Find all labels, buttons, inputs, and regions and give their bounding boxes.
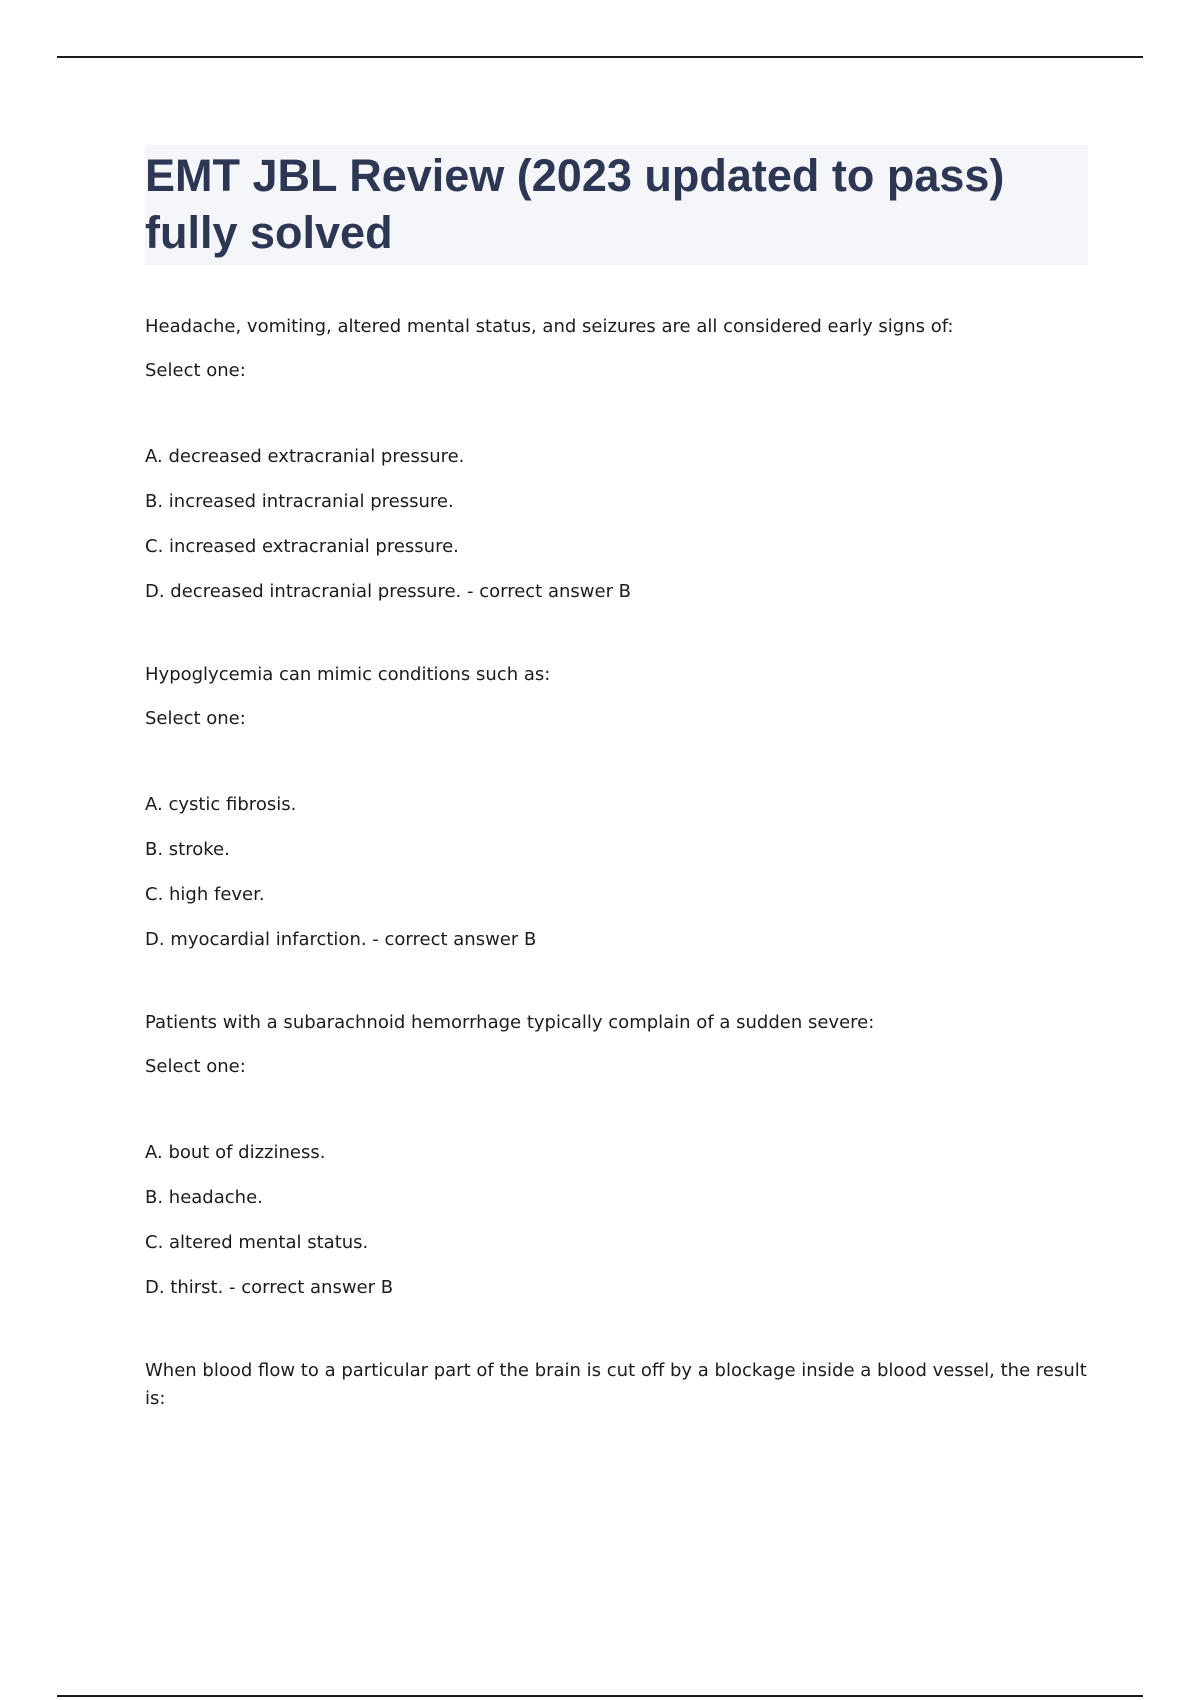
question-text: When blood flow to a particular part of the brain is cut off by a blockage inside a blood vessel, the result is:	[145, 1360, 1087, 1409]
answer-option: D. decreased intracranial pressure. - correct answer B	[145, 581, 632, 602]
answer-option: D. thirst. - correct answer B	[145, 1277, 394, 1298]
answer-options	[145, 791, 1088, 954]
top-rule	[57, 56, 1143, 58]
question-1	[145, 313, 1088, 606]
answer-option: A. decreased extracranial pressure.	[145, 446, 465, 467]
answer-option: B. headache.	[145, 1187, 263, 1208]
answer-option: C. increased extracranial pressure.	[145, 536, 459, 557]
answer-option: A. bout of dizziness.	[145, 1142, 326, 1163]
answer-option: C. altered mental status.	[145, 1232, 369, 1253]
title-banner	[145, 145, 1088, 265]
question-text: Headache, vomiting, altered mental status, and seizures are all considered early signs of:	[145, 316, 954, 337]
question-3	[145, 1009, 1088, 1302]
question-2	[145, 661, 1088, 954]
answer-option: B. stroke.	[145, 839, 230, 860]
question-list	[145, 313, 1088, 1413]
document-page	[145, 145, 1088, 1413]
question-text: Patients with a subarachnoid hemorrhage typically complain of a sudden severe:	[145, 1012, 875, 1033]
answer-option: A. cystic fibrosis.	[145, 794, 297, 815]
bottom-rule	[57, 1695, 1143, 1697]
answer-options	[145, 1139, 1088, 1302]
answer-option: D. myocardial infarction. - correct answer B	[145, 929, 537, 950]
question-text: Hypoglycemia can mimic conditions such as:	[145, 664, 551, 685]
select-one-prompt: Select one:	[145, 708, 246, 729]
select-one-prompt: Select one:	[145, 360, 246, 381]
question-4	[145, 1357, 1088, 1413]
document-title: EMT JBL Review (2023 updated to pass) fully solved	[145, 150, 1005, 258]
answer-option: B. increased intracranial pressure.	[145, 491, 454, 512]
answer-option: C. high fever.	[145, 884, 265, 905]
answer-options	[145, 443, 1088, 606]
select-one-prompt: Select one:	[145, 1056, 246, 1077]
